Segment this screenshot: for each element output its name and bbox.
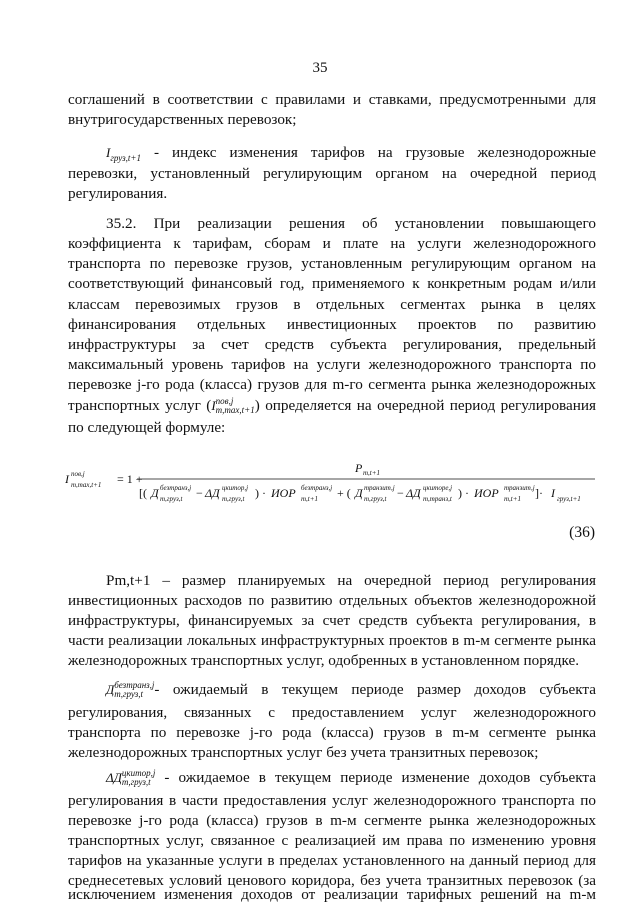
ior2-sup: транзит,j xyxy=(504,484,535,492)
d4: ΔД xyxy=(406,486,421,500)
index-symbol-sub: груз,t+1 xyxy=(110,153,141,163)
d4-sup: цкиторе,j xyxy=(423,484,453,492)
lhs-symbol: I xyxy=(65,472,69,486)
paragraph-p-line: железнодорожных транспортных услуг, одобренных в установленном порядке. xyxy=(68,652,580,669)
numerator: P xyxy=(355,461,363,475)
i-symbol: I xyxy=(551,486,555,500)
d-sup: безтранз,j xyxy=(114,680,155,690)
paragraph-35-2-line: перевозке j-го рода (класса) грузов для m-го сегмента рынка железнодорожных xyxy=(68,376,596,393)
text-fragment: - ожидаемое в текущем периоде изменение доходов субъекта xyxy=(155,769,596,786)
paragraph-35-2-line: финансирования отдельных инвестиционных проектов по развитию xyxy=(68,316,596,333)
plus-open: + ( xyxy=(337,486,351,500)
text-line: внутригосударственных перевозок; xyxy=(68,111,297,128)
equals-one-plus: = 1 + xyxy=(117,472,143,486)
paragraph-p-line: части реализации локальных инфраструктурных проектов в m-м сегменте рынка xyxy=(68,632,596,649)
paragraph-35-2-line: максимальный уровень тарифов на услуги железнодорожного транспорта по xyxy=(68,356,596,373)
minus-2: − xyxy=(397,486,404,500)
paragraph-35-2-line: 35.2. При реализации решения об установлении повышающего xyxy=(106,215,596,232)
d2-sup: цкитор,j xyxy=(222,484,249,492)
max-tariff-sub: m,max,t+1 xyxy=(215,405,255,415)
text-line: перевозки, установленный регулирующим органом на очередной период xyxy=(68,165,596,182)
d1: Д xyxy=(151,486,159,500)
ior1-sup: безтранз,j xyxy=(301,484,333,492)
close-dot-1: ) · xyxy=(255,486,266,500)
paragraph-p-line: инвестиционных расходов по развитию отдельных объектов железнодорожной xyxy=(68,592,596,609)
close-dot-2: ) · xyxy=(458,486,469,500)
paragraph-dd-line: перевозке j-го рода (класса) грузов в m-м сегменте рынка железнодорожных xyxy=(68,812,596,829)
formula-graphic xyxy=(65,450,595,510)
paragraph-35-2-line xyxy=(68,396,596,416)
numerator-sub: m,t+1 xyxy=(363,469,380,477)
d4-sub: m,транз,t xyxy=(423,495,452,503)
d2-sub: m,груз,t xyxy=(222,495,245,503)
minus-1: − xyxy=(196,486,203,500)
ior2-sub: m,t+1 xyxy=(504,495,521,503)
delta-d-symbol: ΔД xyxy=(106,770,122,785)
ior-1: ИОР xyxy=(271,486,296,500)
max-tariff-symbol: I xyxy=(211,398,216,413)
formula-36 xyxy=(65,450,595,510)
paragraph-dd-line: регулирования в части предоставления услуг железнодорожного транспорта по xyxy=(68,792,596,809)
max-tariff-sup: пов,j xyxy=(215,396,234,406)
lhs-sup: пов,j xyxy=(71,470,85,478)
d3-sup: транзит,j xyxy=(364,484,395,492)
d3: Д xyxy=(355,486,363,500)
paragraph-p-line: Pm,t+1 – размер планируемых на очередной период регулирования xyxy=(106,572,596,589)
paragraph-d-line: транспорта по перевозке j-го рода (класса) грузов в m-м сегменте рынка xyxy=(68,724,596,741)
paragraph-dd-line: исключением изменения доходов от реализации тарифных решений на m-м xyxy=(68,886,596,903)
delta-d-sup: цкитор,j xyxy=(121,768,156,778)
ior1-sub: m,t+1 xyxy=(301,495,318,503)
paragraph-d-first-line xyxy=(106,680,596,700)
page-number: 35 xyxy=(312,60,328,76)
bracket-open: [( xyxy=(139,486,147,500)
index-definition-text: - индекс изменения тарифов на грузовые железнодорожные xyxy=(140,144,596,161)
lhs-sub: m,max,t+1 xyxy=(71,481,102,489)
text-fragment: - ожидаемый в текущем периоде размер доходов субъекта xyxy=(154,681,596,698)
paragraph-dd-line: среднесетевых условий ценового коридора, без учета транзитных перевозок (за xyxy=(68,872,596,889)
text-fragment: ) определяется на очередной период регулирования xyxy=(254,397,596,414)
delta-d-sub: m,груз,t xyxy=(121,777,151,787)
d1-sub: m,груз,t xyxy=(160,495,183,503)
paragraph-p-line: инфраструктуры, финансируемых за счет средств субъекта регулирования, в xyxy=(68,612,596,629)
paragraph-d-line: регулирования, связанных с предоставлением услуг железнодорожного xyxy=(68,704,596,721)
text-line: соглашений в соответствии с правилами и ставками, предусмотренными для xyxy=(68,91,596,108)
index-symbol: I xyxy=(106,145,111,160)
ior-2: ИОР xyxy=(474,486,499,500)
text-line: регулирования. xyxy=(68,185,168,202)
paragraph-35-2-line: соответствующий финансовый год, применяемого к конкретным родам и/или xyxy=(68,275,596,292)
equation-number: (36) xyxy=(569,524,595,541)
d-symbol: Д xyxy=(106,682,115,697)
paragraph-35-2-line: транспорта по перевозке грузов, установленным регулирующим органом на xyxy=(68,255,596,272)
paragraph-dd-line: транспортных услуг, связанное с реализацией им права по изменению уровня xyxy=(68,832,596,849)
paragraph-d-line: железнодорожных транспортных услуг без учета транзитных перевозок; xyxy=(68,744,539,761)
paragraph-35-2-line: коэффициента к тарифам, сборам и плате на услуги железнодорожного xyxy=(68,235,596,252)
paragraph-35-2-line: инфраструктуры за счет средств субъекта регулирования, предельный xyxy=(68,336,596,353)
d-sub: m,груз,t xyxy=(114,689,144,699)
paragraph-dd-line: тарифов на указанные услуги в пределах установленного на данный период для xyxy=(68,852,596,869)
d3-sub: m,груз,t xyxy=(364,495,387,503)
close-bracket: ]· xyxy=(535,486,543,500)
paragraph-35-2-line: классам перевозимых грузов в отдельных сегментах рынка в целях xyxy=(68,296,596,313)
i-sub: груз,t+1 xyxy=(557,495,581,503)
paragraph-dd-first-line xyxy=(106,768,596,788)
text-fragment: транспортных услуг ( xyxy=(68,397,212,414)
d1-sup: безтранз,j xyxy=(160,484,192,492)
d2: ΔД xyxy=(205,486,220,500)
paragraph-35-2-line: по следующей формуле: xyxy=(68,419,226,436)
